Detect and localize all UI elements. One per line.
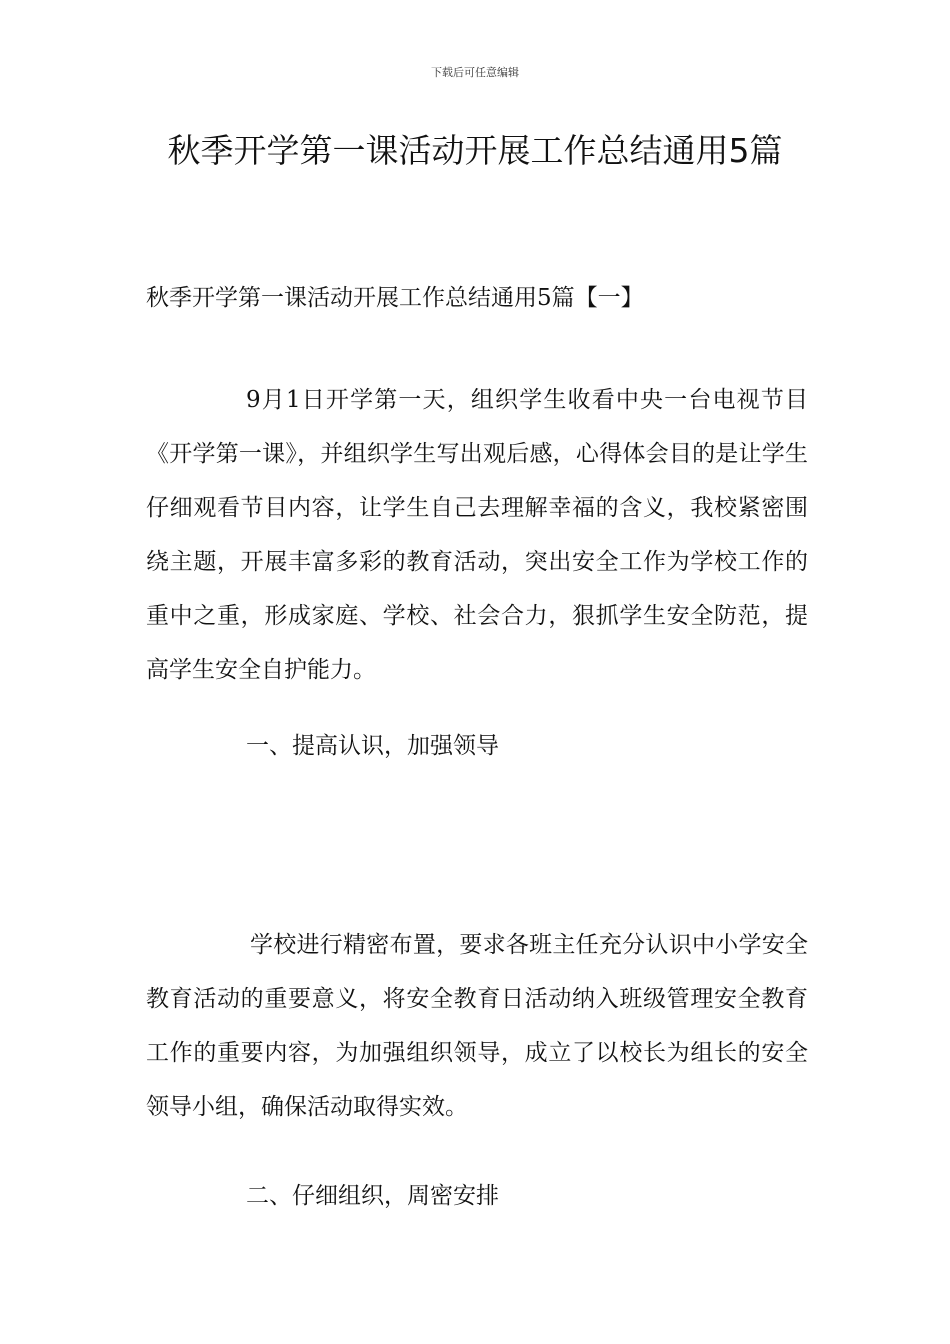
document-title: 秋季开学第一课活动开展工作总结通用5篇: [167, 131, 783, 170]
header-note: 下载后可任意编辑: [431, 66, 519, 79]
paragraph-organization: 学校进行精密布置，要求各班主任充分认识中小学安全教育活动的重要意义，将安全教育日活动纳入班级管理安全教育工作的重要内容，为加强组织领导，成立了以校长为组长的安全领导小组，确保活动取得实效。: [146, 932, 808, 1120]
subheading-2: 二、仔细组织，周密安排: [246, 1183, 499, 1209]
subheading-1: 一、提高认识，加强领导: [246, 733, 499, 759]
section-title: 秋季开学第一课活动开展工作总结通用5篇【一】: [146, 285, 644, 311]
paragraph-intro: 9月1日开学第一天，组织学生收看中央一台电视节目《开学第一课》，并组织学生写出观后感，心得体会目的是让学生仔细观看节目内容，让学生自己去理解幸福的含义，我校紧密围绕主题，开展丰富多彩的教育活动，突出安全工作为学校工作的重中之重，形成家庭、学校、社会合力，狠抓学生安全防范，提高学生安全自护能力。: [146, 387, 808, 683]
